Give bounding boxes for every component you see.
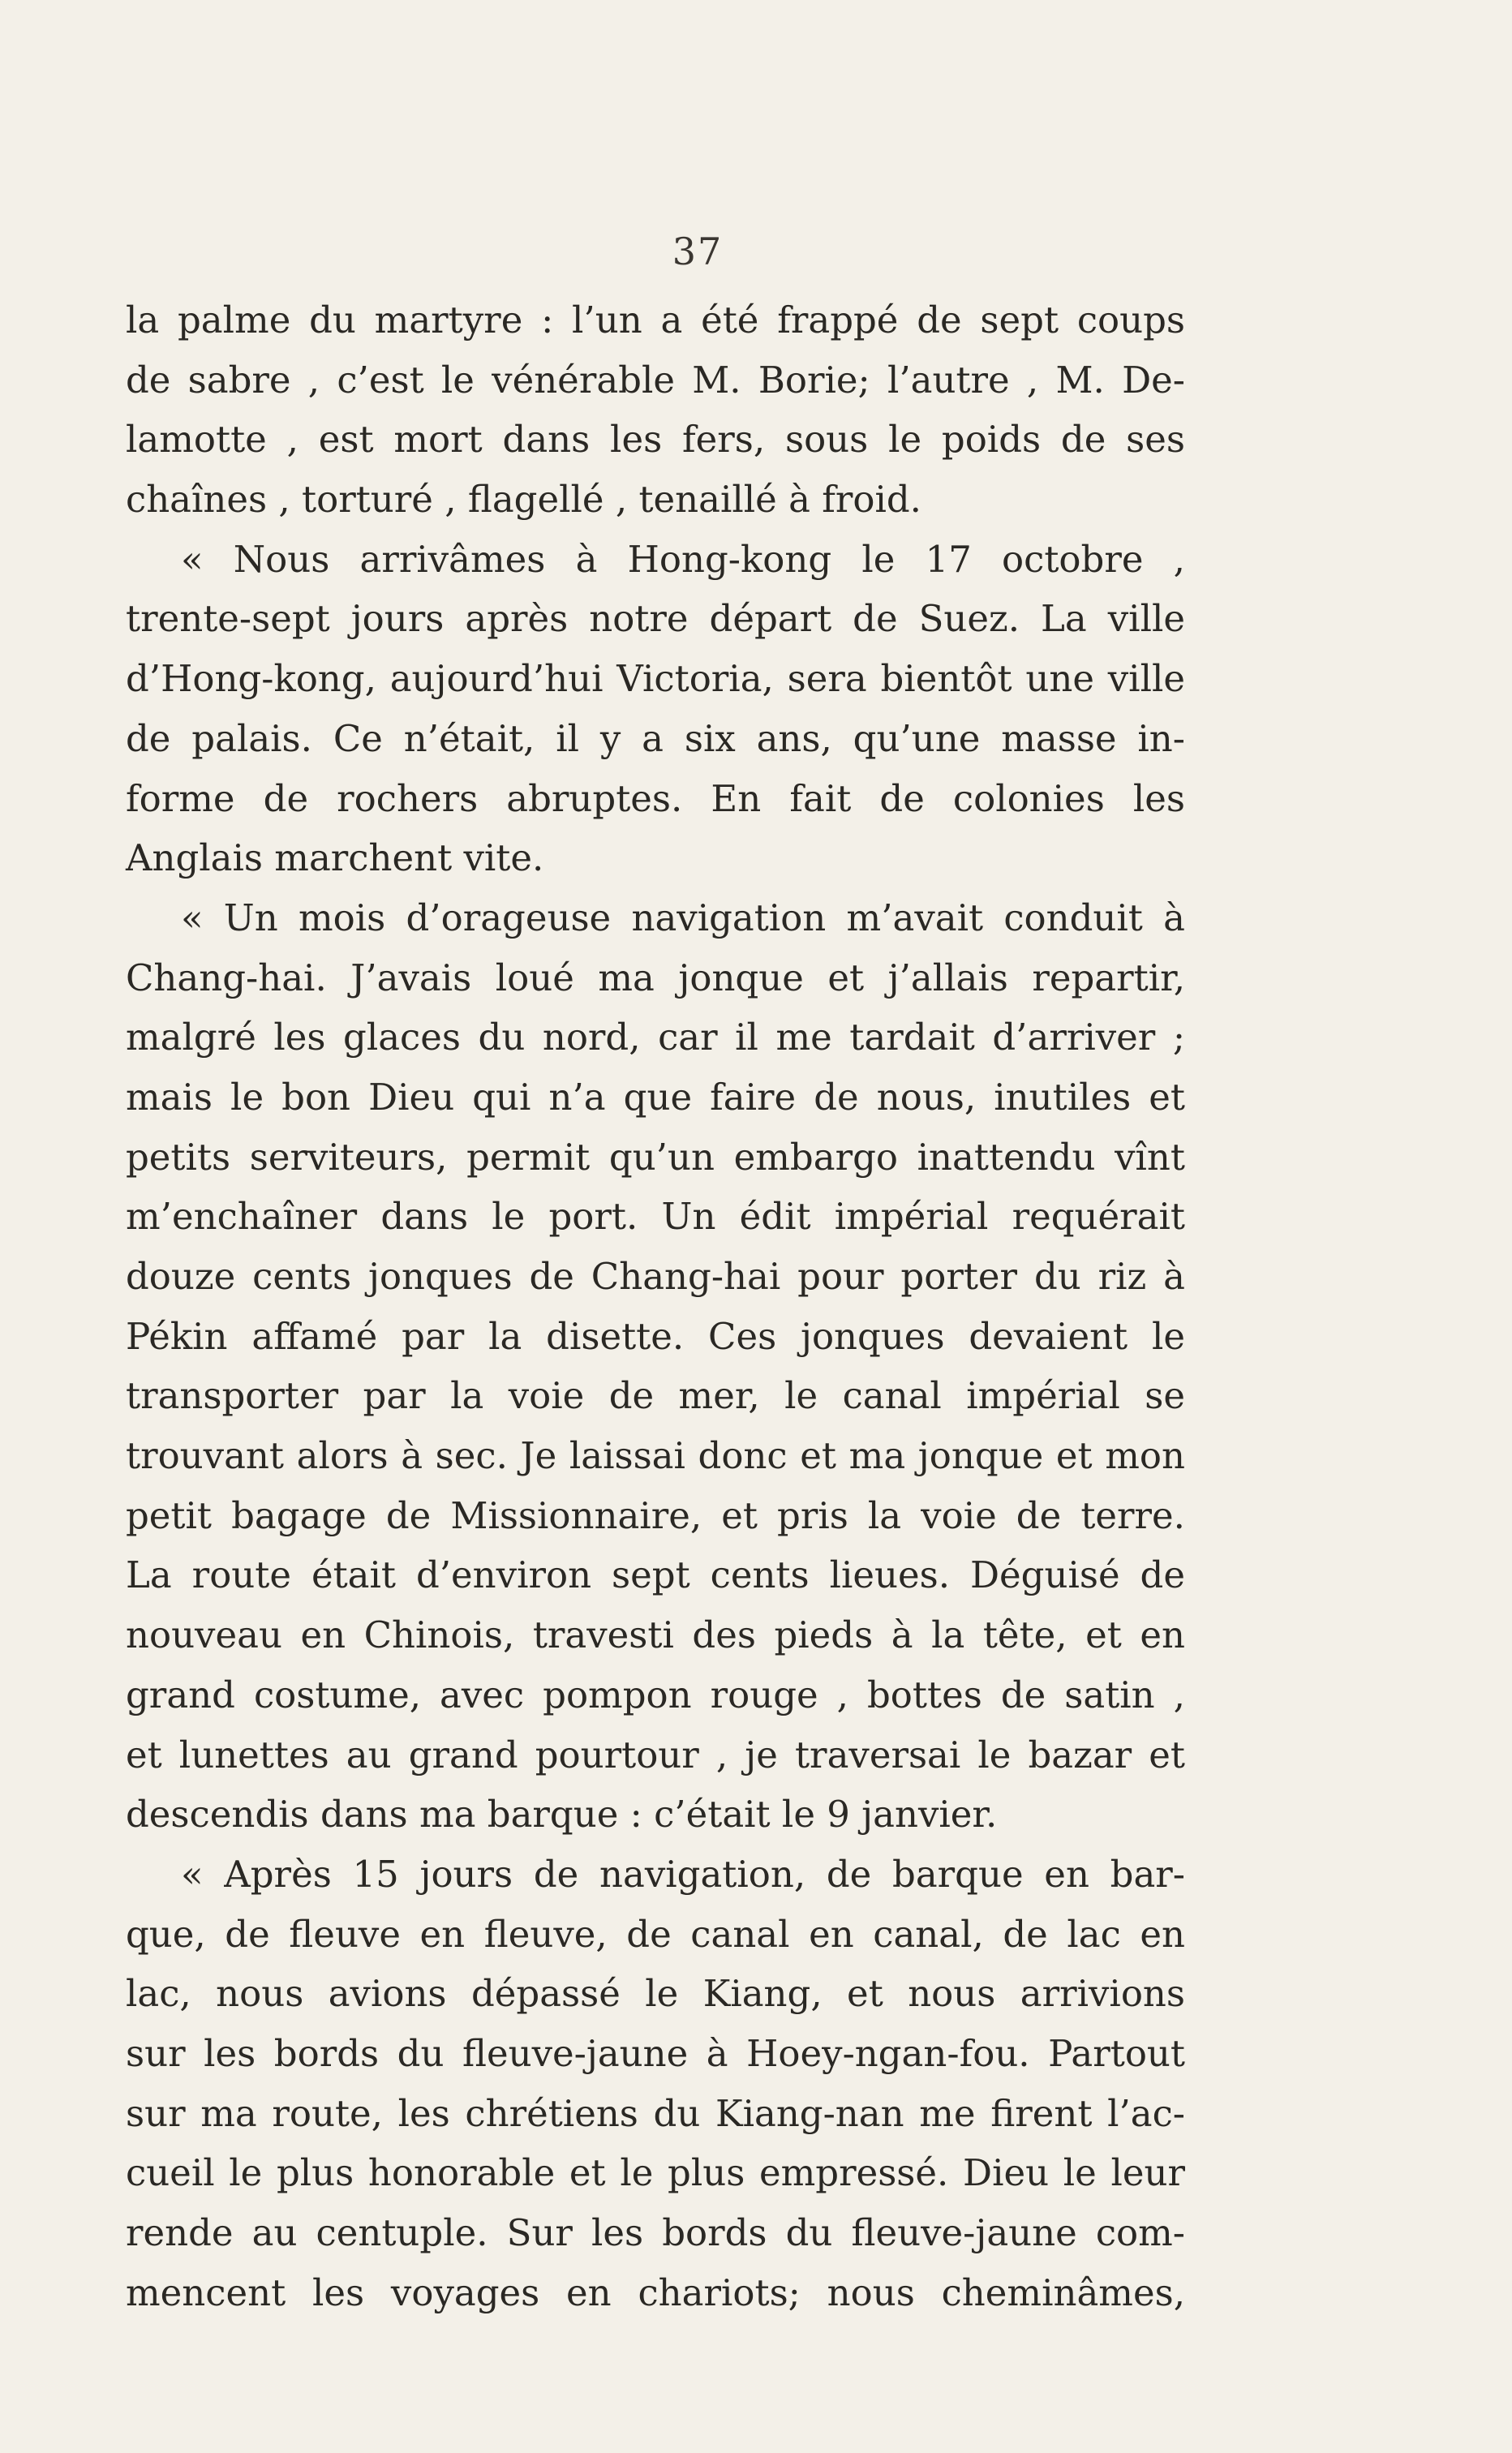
text-line: sur les bords du fleuve-jaune à Hoey-ngan-fou. Partout (126, 2031, 1185, 2075)
text-line: petits serviteurs, permit qu’un embargo inattendu vînt (126, 1135, 1185, 1179)
text-line: la palme du martyre : l’un a été frappé de sept coups (126, 299, 1185, 342)
text-line: transporter par la voie de mer, le canal impérial se (126, 1374, 1185, 1418)
text-line: grand costume, avec pompon rouge , bottes de satin , (126, 1673, 1185, 1716)
text-line: Chang-hai. J’avais loué ma jonque et j’allais repartir, (126, 956, 1185, 999)
text-line: lamotte , est mort dans les fers, sous le poids de ses (126, 418, 1185, 462)
text-line: que, de fleuve en fleuve, de canal en canal, de lac en (126, 1912, 1185, 1956)
text-line: « Un mois d’orageuse navigation m’avait conduit à (181, 896, 1185, 939)
text-line: et lunettes au grand pourtour , je traversai le bazar et (126, 1733, 1185, 1776)
text-line: de palais. Ce n’était, il y a six ans, qu’une masse in- (126, 716, 1185, 760)
page-number: 37 (672, 230, 724, 273)
text-line: petit bagage de Missionnaire, et pris la voie de terre. (126, 1493, 1185, 1537)
text-line: nouveau en Chinois, travesti des pieds à la tête, et en (126, 1613, 1185, 1657)
text-line: chaînes , torturé , flagellé , tenaillé à froid. (126, 478, 921, 522)
text-line: descendis dans ma barque : c’était le 9 janvier. (126, 1793, 998, 1837)
text-line: trouvant alors à sec. Je laissai donc et ma jonque et mon (126, 1434, 1185, 1478)
text-line: malgré les glaces du nord, car il me tardait d’arriver ; (126, 1016, 1185, 1059)
text-line: cueil le plus honorable et le plus empressé. Dieu le leur (126, 2151, 1185, 2195)
text-line: douze cents jonques de Chang-hai pour porter du riz à (126, 1255, 1185, 1298)
body-text (126, 290, 1185, 2322)
text-line: forme de rochers abruptes. En fait de colonies les (126, 776, 1185, 820)
text-line: mais le bon Dieu qui n’a que faire de nous, inutiles et (126, 1075, 1185, 1119)
text-line: La route était d’environ sept cents lieues. Déguisé de (126, 1553, 1185, 1597)
text-line: d’Hong-kong, aujourd’hui Victoria, sera bientôt une ville (126, 657, 1185, 701)
text-line: Anglais marchent vite. (126, 836, 544, 880)
text-line: « Après 15 jours de navigation, de barque en bar- (181, 1852, 1185, 1896)
text-line: Pékin affamé par la disette. Ces jonques devaient le (126, 1314, 1185, 1358)
text-line: sur ma route, les chrétiens du Kiang-nan me firent l’ac- (126, 2091, 1185, 2135)
text-line: « Nous arrivâmes à Hong-kong le 17 octobre , (181, 537, 1185, 581)
text-line: lac, nous avions dépassé le Kiang, et nous arrivions (126, 1972, 1185, 2016)
text-line: rende au centuple. Sur les bords du fleuve-jaune com- (126, 2211, 1185, 2254)
text-line: trente-sept jours après notre départ de Suez. La ville (126, 597, 1185, 641)
text-line: mencent les voyages en chariots; nous cheminâmes, (126, 2270, 1185, 2314)
text-line: m’enchaîner dans le port. Un édit impérial requérait (126, 1195, 1185, 1239)
text-line: de sabre , c’est le vénérable M. Borie; l’autre , M. De- (126, 358, 1185, 402)
